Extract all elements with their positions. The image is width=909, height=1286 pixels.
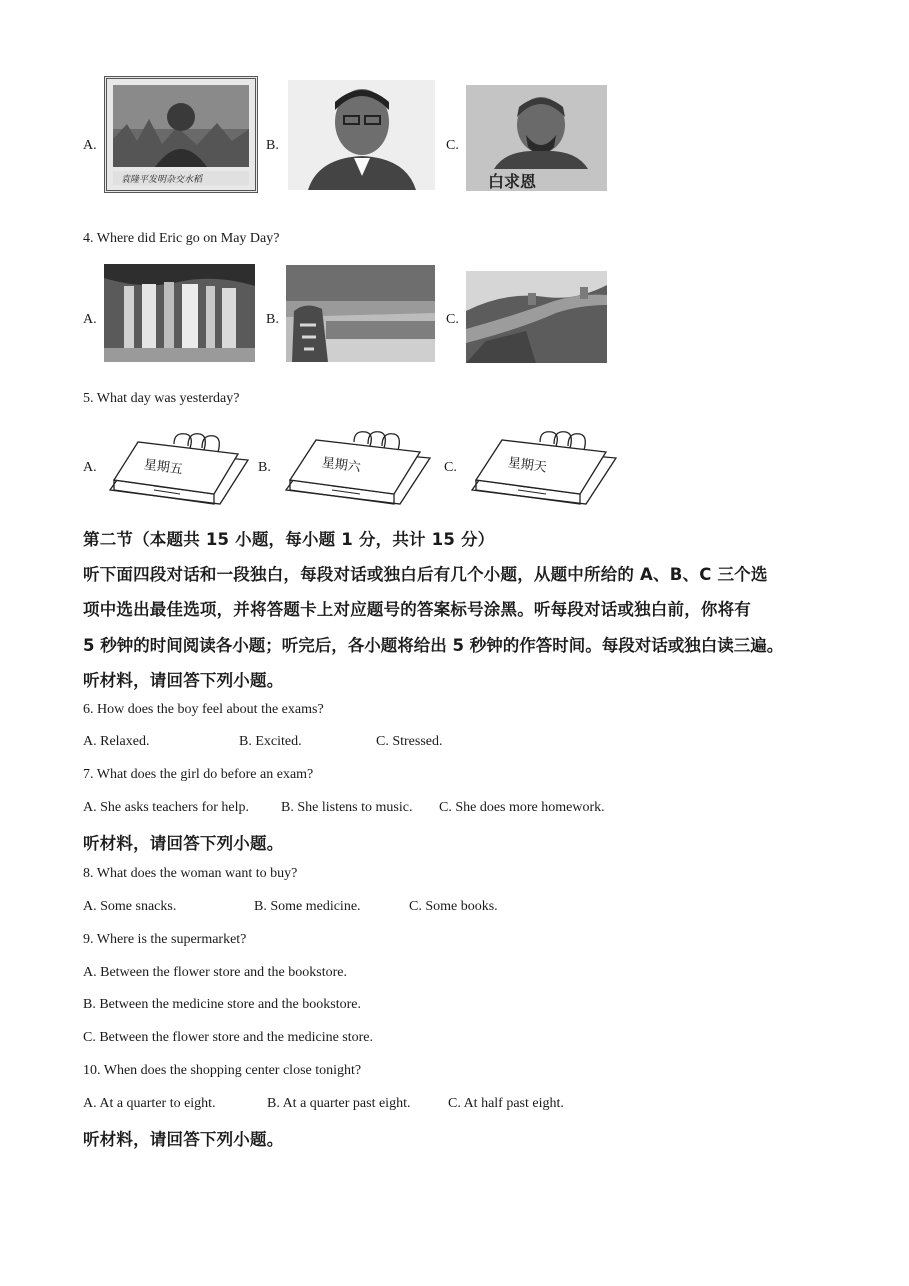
q5-calendar-b — [278, 426, 436, 510]
q7-question: 7. What does the girl do before an exam? — [83, 767, 314, 782]
q3-image-c — [466, 85, 607, 191]
q7-option-a: A. She asks teachers for help. — [83, 800, 250, 815]
q6-question: 6. How does the boy feel about the exams? — [83, 702, 324, 717]
q6-option-c: C. Stressed. — [376, 734, 443, 749]
q6-option-a: A. Relaxed. — [83, 734, 150, 749]
q4-label-a: A. — [83, 312, 97, 327]
q5-calendar-c-text: 星期天 — [506, 455, 548, 476]
section2-instructions-line1: 听下面四段对话和一段独白，每段对话或独白后有几个小题，从题中所给的 A、B、C 三个选 — [83, 565, 768, 584]
section2-heading: 第二节（本题共 15 小题，每小题 1 分，共计 15 分） — [83, 530, 495, 549]
listen-prompt-1: 听材料，请回答下列小题。 — [83, 671, 284, 690]
q6-option-b: B. Excited. — [239, 734, 302, 749]
q5-label-c: C. — [444, 460, 457, 475]
q5-label-a: A. — [83, 460, 97, 475]
q7-option-c: C. She does more homework. — [439, 800, 605, 815]
q8-option-a: A. Some snacks. — [83, 899, 177, 914]
listen-prompt-3: 听材料，请回答下列小题。 — [83, 1130, 284, 1149]
q3-caption-a: 袁隆平发明杂交水稻 — [121, 175, 203, 185]
section2-instructions-line3: 5 秒钟的时间阅读各小题；听完后，各小题将给出 5 秒钟的作答时间。每段对话或独白读三遍。 — [83, 636, 784, 655]
q9-option-b: B. Between the medicine store and the bookstore. — [83, 997, 361, 1012]
q5-calendar-c — [464, 426, 622, 510]
q4-image-dam — [286, 265, 435, 362]
q3-image-b — [288, 80, 435, 190]
q8-question: 8. What does the woman want to buy? — [83, 866, 298, 881]
q9-question: 9. Where is the supermarket? — [83, 932, 247, 947]
section2-instructions-line2: 项中选出最佳选项，并将答题卡上对应题号的答案标号涂黑。听每段对话或独白前，你将有 — [83, 600, 751, 619]
q4-question: 4. Where did Eric go on May Day? — [83, 231, 280, 246]
q3-label-b: B. — [266, 138, 279, 153]
q4-label-b: B. — [266, 312, 279, 327]
q8-option-b: B. Some medicine. — [254, 899, 361, 914]
q4-image-great-wall — [466, 271, 607, 363]
q5-calendar-b-text: 星期六 — [320, 455, 362, 476]
q4-label-c: C. — [446, 312, 459, 327]
q8-option-c: C. Some books. — [409, 899, 498, 914]
q3-label-c: C. — [446, 138, 459, 153]
q3-label-a: A. — [83, 138, 97, 153]
q7-option-b: B. She listens to music. — [281, 800, 413, 815]
q3-image-a — [104, 76, 258, 193]
q5-question: 5. What day was yesterday? — [83, 391, 240, 406]
q5-calendar-a-text: 星期五 — [142, 457, 184, 478]
q9-option-c: C. Between the flower store and the medicine store. — [83, 1030, 374, 1045]
q5-calendar-a — [102, 428, 254, 510]
q5-label-b: B. — [258, 460, 271, 475]
q10-option-c: C. At half past eight. — [448, 1096, 564, 1111]
q3-caption-c: 白求恩 — [488, 172, 537, 191]
q4-image-waterfall — [104, 264, 255, 362]
q10-option-b: B. At a quarter past eight. — [267, 1096, 411, 1111]
listen-prompt-2: 听材料，请回答下列小题。 — [83, 834, 284, 853]
q9-option-a: A. Between the flower store and the bookstore. — [83, 965, 347, 980]
q10-question: 10. When does the shopping center close tonight? — [83, 1063, 362, 1078]
q10-option-a: A. At a quarter to eight. — [83, 1096, 216, 1111]
